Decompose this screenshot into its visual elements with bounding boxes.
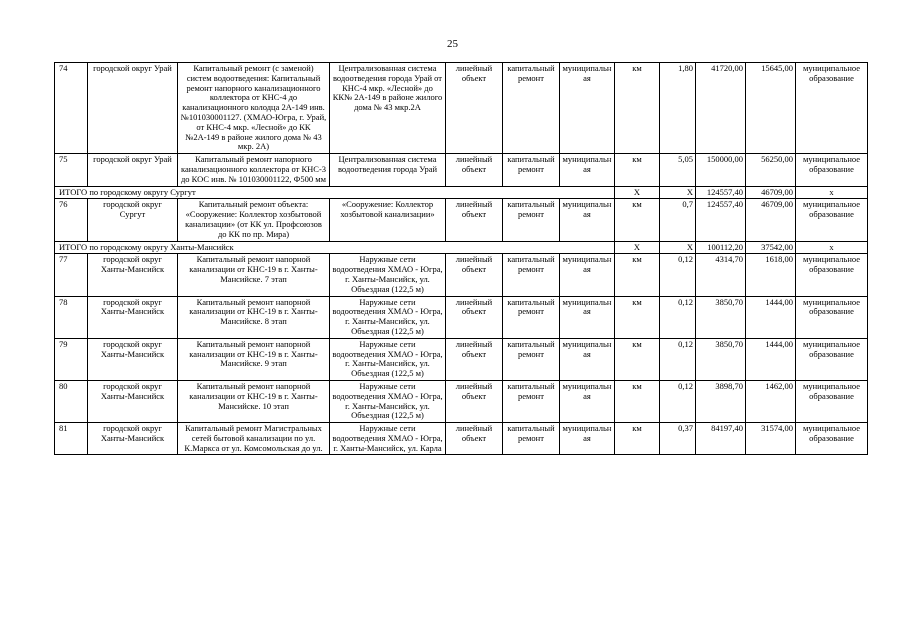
ownership-cell: муниципальная xyxy=(560,380,615,422)
quantity-cell: Х xyxy=(660,186,696,199)
table-row xyxy=(55,63,868,154)
unit-cell: Х xyxy=(615,186,660,199)
recipient-cell: муниципальное образование xyxy=(796,63,868,154)
district-cell: городской округ Ханты-Мансийск xyxy=(88,380,178,422)
cost-cell: 124557,40 xyxy=(696,186,746,199)
recipient-cell: муниципальное образование xyxy=(796,338,868,380)
object-type-cell: линейный объект xyxy=(446,296,503,338)
ownership-cell: муниципальная xyxy=(560,154,615,186)
recipient-cell: муниципальное образование xyxy=(796,254,868,296)
cost-share-cell: 37542,00 xyxy=(746,241,796,254)
cost-cell: 41720,00 xyxy=(696,63,746,154)
work-type-cell: капитальный ремонт xyxy=(503,254,560,296)
quantity-cell: 0,12 xyxy=(660,254,696,296)
table-row xyxy=(55,296,868,338)
cost-share-cell: 46709,00 xyxy=(746,186,796,199)
cost-cell: 3850,70 xyxy=(696,338,746,380)
ownership-cell: муниципальная xyxy=(560,423,615,455)
object-cell: Централизованная система водоотведения города Урай xyxy=(330,154,446,186)
table-body xyxy=(55,63,868,455)
object-type-cell: линейный объект xyxy=(446,154,503,186)
num-cell: 77 xyxy=(55,254,88,296)
object-cell: Наружные сети водоотведения ХМАО - Югра, г. Ханты-Мансийск, ул. Объездная (122,5 м) xyxy=(330,380,446,422)
cost-share-cell: 1462,00 xyxy=(746,380,796,422)
unit-cell: км xyxy=(615,199,660,241)
district-cell: городской округ Урай xyxy=(88,154,178,186)
quantity-cell: 0,12 xyxy=(660,380,696,422)
recipient-cell: муниципальное образование xyxy=(796,380,868,422)
object-cell: Наружные сети водоотведения ХМАО - Югра, г. Ханты-Мансийск, ул. Объездная (122,5 м) xyxy=(330,254,446,296)
table-row xyxy=(55,423,868,455)
object-type-cell: линейный объект xyxy=(446,199,503,241)
object-type-cell: линейный объект xyxy=(446,423,503,455)
repair-name-cell: Капитальный ремонт объекта: «Сооружение: Коллектор хозбытовой канализации» (от КК ул. Профсоюзов до КК по пр. Мира) xyxy=(178,199,330,241)
work-type-cell: капитальный ремонт xyxy=(503,154,560,186)
repair-name-cell: Капитальный ремонт напорной канализации от КНС-19 в г. Ханты-Мансийске. 8 этап xyxy=(178,296,330,338)
cost-share-cell: 1444,00 xyxy=(746,338,796,380)
district-cell: городской округ Ханты-Мансийск xyxy=(88,338,178,380)
work-type-cell: капитальный ремонт xyxy=(503,380,560,422)
unit-cell: км xyxy=(615,296,660,338)
cost-share-cell: 46709,00 xyxy=(746,199,796,241)
total-row xyxy=(55,241,868,254)
quantity-cell: 0,37 xyxy=(660,423,696,455)
quantity-cell: Х xyxy=(660,241,696,254)
object-cell: «Сооружение: Коллектор хозбытовой канализации» xyxy=(330,199,446,241)
cost-share-cell: 1444,00 xyxy=(746,296,796,338)
num-cell: 78 xyxy=(55,296,88,338)
unit-cell: км xyxy=(615,423,660,455)
cost-share-cell: 56250,00 xyxy=(746,154,796,186)
object-type-cell: линейный объект xyxy=(446,380,503,422)
unit-cell: км xyxy=(615,254,660,296)
work-type-cell: капитальный ремонт xyxy=(503,296,560,338)
capital-repair-table xyxy=(54,62,868,455)
object-type-cell: линейный объект xyxy=(446,254,503,296)
district-cell: городской округ Ханты-Мансийск xyxy=(88,254,178,296)
district-cell: городской округ Урай xyxy=(88,63,178,154)
num-cell: 75 xyxy=(55,154,88,186)
quantity-cell: 5,05 xyxy=(660,154,696,186)
ownership-cell: муниципальная xyxy=(560,254,615,296)
quantity-cell: 0,7 xyxy=(660,199,696,241)
unit-cell: км xyxy=(615,154,660,186)
cost-cell: 3898,70 xyxy=(696,380,746,422)
cost-share-cell: 15645,00 xyxy=(746,63,796,154)
ownership-cell: муниципальная xyxy=(560,338,615,380)
unit-cell: км xyxy=(615,380,660,422)
recipient-cell: муниципальное образование xyxy=(796,296,868,338)
quantity-cell: 1,80 xyxy=(660,63,696,154)
repair-name-cell: Капитальный ремонт напорной канализации от КНС-19 в г. Ханты-Мансийске. 7 этап xyxy=(178,254,330,296)
page-number: 25 xyxy=(447,38,458,50)
table-row xyxy=(55,338,868,380)
cost-cell: 124557,40 xyxy=(696,199,746,241)
district-cell: городской округ Сургут xyxy=(88,199,178,241)
repair-name-cell: Капитальный ремонт Магистральных сетей бытовой канализации по ул. К.Маркса от ул. Комсомольская до ул. xyxy=(178,423,330,455)
cost-cell: 4314,70 xyxy=(696,254,746,296)
cost-cell: 84197,40 xyxy=(696,423,746,455)
repair-name-cell: Капитальный ремонт напорной канализации от КНС-19 в г. Ханты-Мансийске. 9 этап xyxy=(178,338,330,380)
cost-share-cell: 31574,00 xyxy=(746,423,796,455)
total-label-cell: ИТОГО по городскому округу Ханты-Мансийск xyxy=(55,241,615,254)
table-row xyxy=(55,254,868,296)
work-type-cell: капитальный ремонт xyxy=(503,423,560,455)
object-type-cell: линейный объект xyxy=(446,63,503,154)
ownership-cell: муниципальная xyxy=(560,296,615,338)
unit-cell: Х xyxy=(615,241,660,254)
quantity-cell: 0,12 xyxy=(660,296,696,338)
table-row xyxy=(55,380,868,422)
repair-name-cell: Капитальный ремонт (с заменой) систем водоотведения: Капитальный ремонт напорного канализационного коллектора от КНС-4 до канализационного колодца 2А-149 инв.№101030001127. (ХМАО-Югра, г. Урай, от КНС-4 мкр. «Лесной» до КК №2А-149 в районе жилого дома № 43 мкр. 2А) xyxy=(178,63,330,154)
ownership-cell: муниципальная xyxy=(560,63,615,154)
work-type-cell: капитальный ремонт xyxy=(503,63,560,154)
cost-share-cell: 1618,00 xyxy=(746,254,796,296)
num-cell: 76 xyxy=(55,199,88,241)
num-cell: 79 xyxy=(55,338,88,380)
unit-cell: км xyxy=(615,63,660,154)
district-cell: городской округ Ханты-Мансийск xyxy=(88,296,178,338)
repair-name-cell: Капитальный ремонт напорной канализации от КНС-19 в г. Ханты-Мансийске. 10 этап xyxy=(178,380,330,422)
cost-cell: 100112,20 xyxy=(696,241,746,254)
total-label-cell: ИТОГО по городскому округу Сургут xyxy=(55,186,615,199)
total-row xyxy=(55,186,868,199)
recipient-cell: х xyxy=(796,186,868,199)
table-row xyxy=(55,199,868,241)
object-cell: Наружные сети водоотведения ХМАО - Югра, г. Ханты-Мансийск, ул. Карла xyxy=(330,423,446,455)
district-cell: городской округ Ханты-Мансийск xyxy=(88,423,178,455)
unit-cell: км xyxy=(615,338,660,380)
quantity-cell: 0,12 xyxy=(660,338,696,380)
ownership-cell: муниципальная xyxy=(560,199,615,241)
cost-cell: 3850,70 xyxy=(696,296,746,338)
cost-cell: 150000,00 xyxy=(696,154,746,186)
object-cell: Наружные сети водоотведения ХМАО - Югра, г. Ханты-Мансийск, ул. Объездная (122,5 м) xyxy=(330,338,446,380)
work-type-cell: капитальный ремонт xyxy=(503,199,560,241)
object-cell: Централизованная система водоотведения города Урай от КНС-4 мкр. «Лесной» до КК№ 2А-149 в районе жилого дома № 43 мкр.2А xyxy=(330,63,446,154)
recipient-cell: х xyxy=(796,241,868,254)
recipient-cell: муниципальное образование xyxy=(796,154,868,186)
table-row xyxy=(55,154,868,186)
num-cell: 80 xyxy=(55,380,88,422)
num-cell: 81 xyxy=(55,423,88,455)
recipient-cell: муниципальное образование xyxy=(796,423,868,455)
object-type-cell: линейный объект xyxy=(446,338,503,380)
recipient-cell: муниципальное образование xyxy=(796,199,868,241)
object-cell: Наружные сети водоотведения ХМАО - Югра, г. Ханты-Мансийск, ул. Объездная (122,5 м) xyxy=(330,296,446,338)
repair-name-cell: Капитальный ремонт напорного канализационного коллектора от КНС-3 до КОС инв. № 101030001122, Ф500 мм xyxy=(178,154,330,186)
work-type-cell: капитальный ремонт xyxy=(503,338,560,380)
num-cell: 74 xyxy=(55,63,88,154)
